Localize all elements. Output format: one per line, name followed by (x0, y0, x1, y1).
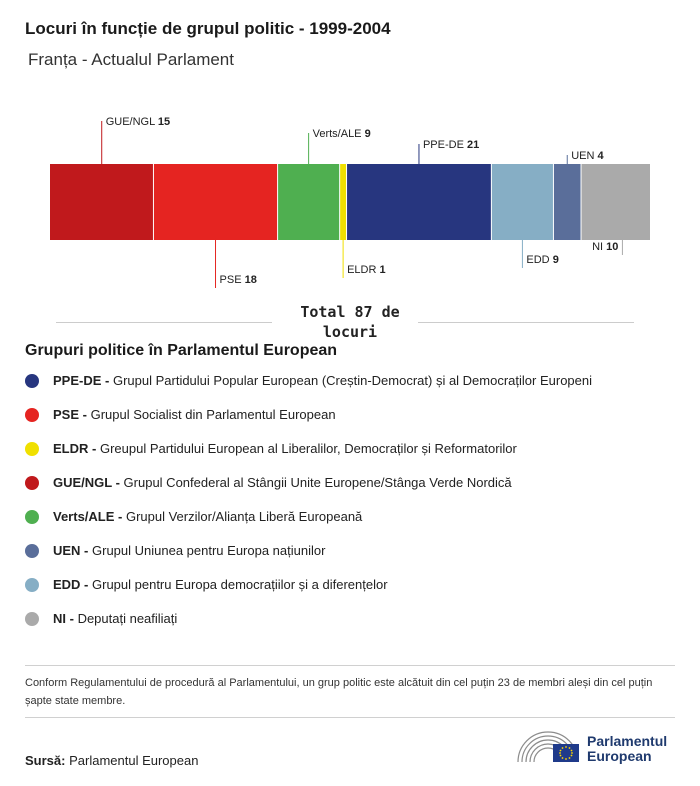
data-label-name: Verts/ALE (312, 128, 365, 140)
total-seats-label: Total 87 de locuri (300, 303, 400, 341)
legend-item-text (53, 406, 336, 423)
european-parliament-logo (515, 728, 685, 768)
logo-wordmark (587, 734, 667, 764)
logo-line1: Parlamentul (587, 733, 668, 749)
legend-item-abbr: GUE/NGL - (53, 475, 124, 490)
legend-color-dot (25, 544, 39, 558)
bar-segment-pse (153, 164, 277, 240)
legend-item-desc: Grupul pentru Europa democrațiilor și a diferențelor (92, 577, 388, 592)
legend-item-text (53, 508, 362, 525)
legend-item-desc: Grupul Confederal al Stângii Unite Europene/Stânga Verde Nordică (123, 475, 512, 490)
logo-line2: European (587, 748, 652, 764)
data-label (526, 254, 558, 266)
legend-item-desc: Grupul Verzilor/Alianța Liberă Europeană (125, 509, 363, 524)
data-label-value: 10 (606, 241, 619, 253)
data-label-value: 15 (157, 116, 171, 128)
data-label-value: 1 (379, 264, 386, 276)
data-label-value: 18 (244, 274, 257, 286)
data-label-value: 4 (597, 150, 604, 162)
legend-item-abbr: EDD - (53, 577, 92, 592)
data-label (106, 116, 170, 128)
data-label (592, 241, 618, 253)
data-label-value: 9 (364, 128, 371, 140)
source-label: Sursă: (25, 753, 66, 768)
bar-segment-guengl (50, 164, 153, 240)
legend-color-dot (25, 612, 39, 626)
bar-segment-vertsale (278, 164, 340, 240)
bar-segment-ni (581, 164, 650, 240)
legend-item-abbr: Verts/ALE - (53, 509, 126, 524)
source-line (25, 753, 198, 768)
legend-item (25, 542, 685, 576)
data-label-name: EDD (526, 254, 553, 266)
legend-item (25, 474, 685, 508)
legend-item-desc: Grupul Uniunea pentru Europa națiunilor (92, 543, 326, 558)
data-label-name: ELDR (347, 264, 380, 276)
bar-segment-edd (491, 164, 553, 240)
legend-color-dot (25, 578, 39, 592)
legend-item (25, 440, 685, 474)
legend-item-text (53, 542, 325, 559)
legend-item (25, 576, 685, 610)
legend-item (25, 610, 685, 644)
note-divider-bottom (25, 717, 675, 718)
legend-color-dot (25, 442, 39, 456)
legend-title: Grupuri politice în Parlamentul European (25, 342, 338, 359)
data-label (347, 264, 386, 276)
legend-item (25, 406, 685, 440)
legend-item-abbr: NI - (53, 611, 78, 626)
legend-item (25, 372, 685, 406)
data-label (571, 150, 604, 162)
bar-segment-uen (553, 164, 581, 240)
chart-title: Locuri în funcție de grupul politic - 1999-2004 (25, 19, 391, 38)
source-value: Parlamentul European (69, 753, 199, 768)
legend-color-dot (25, 510, 39, 524)
legend-item-abbr: PPE-DE - (53, 373, 113, 388)
chart-subtitle: Franța - Actualul Parlament (28, 50, 234, 69)
european-parliament-hemicycle-flag-icon (515, 728, 581, 764)
legend-item-text (53, 610, 177, 627)
data-label-name: NI (592, 241, 607, 253)
legend-item-text (53, 440, 517, 457)
total-divider-right (418, 322, 634, 323)
data-label (313, 128, 371, 140)
total-divider-left (56, 322, 272, 323)
legend-item-desc: Grupul Partidului Popular European (Creștin-Democrat) și al Democraților Europeni (112, 373, 593, 388)
data-label-name: PSE (219, 274, 245, 286)
footnote: Conform Regulamentului de procedură al Parlamentului, un grup politic este alcătuit din cel puțin 23 de membri aleși din cel puțin șapte state membre. (25, 677, 653, 707)
data-label-value: 21 (466, 139, 480, 151)
legend-item-text (53, 474, 512, 491)
note-divider-top (25, 665, 675, 666)
stacked-bar-chart (0, 0, 700, 345)
data-label (423, 139, 479, 151)
data-label-name: UEN (571, 150, 598, 162)
legend (25, 372, 685, 644)
bar-segment-ppede (347, 164, 492, 240)
legend-item-abbr: ELDR - (53, 441, 100, 456)
data-label-name: GUE/NGL (105, 116, 158, 128)
legend-item-desc: Greupul Partidului European al Liberalilor, Democraților și Reformatorilor (99, 441, 517, 456)
bar-segment-eldr (340, 164, 347, 240)
data-label-name: PPE-DE (422, 139, 467, 151)
legend-item (25, 508, 685, 542)
legend-item-abbr: UEN - (53, 543, 92, 558)
legend-item-desc: Deputați neafiliați (77, 611, 178, 626)
data-label-value: 9 (552, 254, 559, 266)
legend-color-dot (25, 374, 39, 388)
legend-item-desc: Grupul Socialist din Parlamentul European (90, 407, 336, 422)
legend-color-dot (25, 476, 39, 490)
legend-item-text (53, 372, 592, 389)
legend-item-abbr: PSE - (53, 407, 91, 422)
data-label (220, 274, 257, 286)
legend-color-dot (25, 408, 39, 422)
legend-item-text (53, 576, 388, 593)
